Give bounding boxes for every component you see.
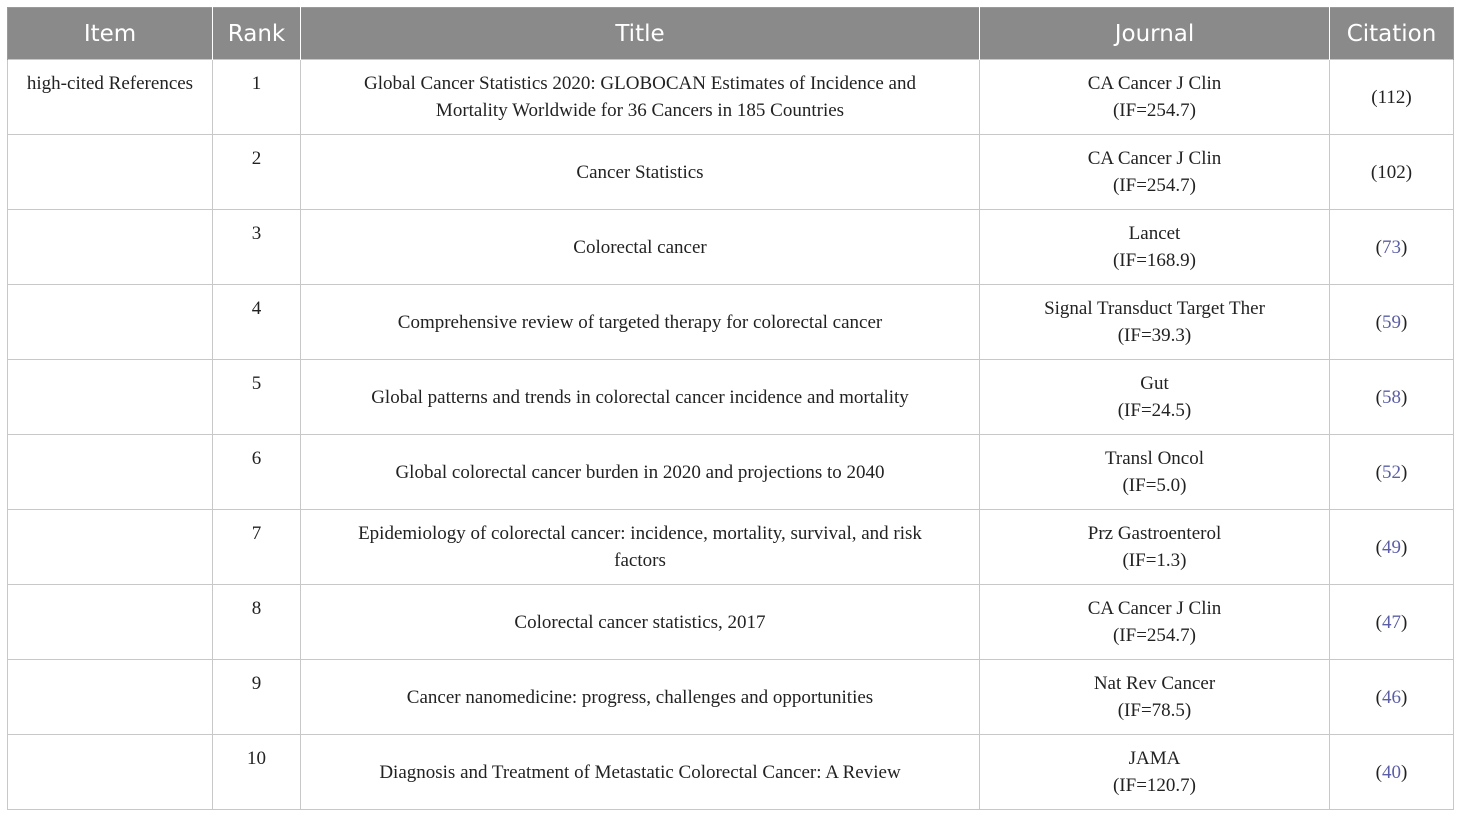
impact-factor: (IF=120.7) xyxy=(1112,775,1196,796)
journal-name: JAMA xyxy=(1128,748,1181,769)
cell-title: Colorectal cancer xyxy=(301,210,980,285)
impact-factor: (IF=1.3) xyxy=(1122,550,1187,571)
cell-item: high-cited References xyxy=(8,60,213,135)
cell-journal xyxy=(980,135,1330,210)
table-row xyxy=(8,435,1454,510)
cell-rank: 10 xyxy=(213,735,301,810)
cell-journal xyxy=(980,510,1330,585)
cell-title: Epidemiology of colorectal cancer: incidence, mortality, survival, and risk factors xyxy=(301,510,980,585)
impact-factor: (IF=5.0) xyxy=(1122,475,1187,496)
header-citation: Citation xyxy=(1330,8,1454,60)
cell-citation: (47) xyxy=(1330,585,1454,660)
cell-journal xyxy=(980,285,1330,360)
cell-rank: 1 xyxy=(213,60,301,135)
cell-title: Global patterns and trends in colorectal cancer incidence and mortality xyxy=(301,360,980,435)
cell-title: Comprehensive review of targeted therapy for colorectal cancer xyxy=(301,285,980,360)
cell-item xyxy=(8,510,213,585)
table-header xyxy=(8,8,1454,60)
citation-link[interactable]: 58 xyxy=(1382,386,1401,408)
table-row xyxy=(8,210,1454,285)
journal-name: CA Cancer J Clin xyxy=(1087,148,1222,169)
cell-item xyxy=(8,585,213,660)
cell-journal xyxy=(980,660,1330,735)
header-journal: Journal xyxy=(980,8,1330,60)
table-body xyxy=(8,60,1454,810)
journal-name: Nat Rev Cancer xyxy=(1093,673,1216,694)
cell-item xyxy=(8,735,213,810)
impact-factor: (IF=78.5) xyxy=(1117,700,1192,721)
journal-name: CA Cancer J Clin xyxy=(1087,73,1222,94)
header-rank: Rank xyxy=(213,8,301,60)
references-table xyxy=(7,7,1454,810)
journal-name: Lancet xyxy=(1128,223,1181,244)
cell-rank: 5 xyxy=(213,360,301,435)
cell-citation: (49) xyxy=(1330,510,1454,585)
impact-factor: (IF=168.9) xyxy=(1112,250,1196,271)
cell-citation: (46) xyxy=(1330,660,1454,735)
cell-journal xyxy=(980,360,1330,435)
cell-rank: 4 xyxy=(213,285,301,360)
citation-link[interactable]: 46 xyxy=(1382,686,1401,708)
header-row xyxy=(8,8,1454,60)
cell-item xyxy=(8,210,213,285)
cell-title: Global colorectal cancer burden in 2020 and projections to 2040 xyxy=(301,435,980,510)
cell-rank: 3 xyxy=(213,210,301,285)
cell-item xyxy=(8,435,213,510)
cell-journal xyxy=(980,435,1330,510)
cell-journal xyxy=(980,735,1330,810)
table-row xyxy=(8,60,1454,135)
journal-name: Gut xyxy=(1140,373,1169,394)
impact-factor: (IF=254.7) xyxy=(1112,100,1196,121)
cell-citation: (52) xyxy=(1330,435,1454,510)
cell-citation: (40) xyxy=(1330,735,1454,810)
table-row xyxy=(8,585,1454,660)
cell-item xyxy=(8,360,213,435)
cell-title: Colorectal cancer statistics, 2017 xyxy=(301,585,980,660)
cell-citation: (73) xyxy=(1330,210,1454,285)
cell-citation: (59) xyxy=(1330,285,1454,360)
journal-name: Transl Oncol xyxy=(1104,448,1205,469)
citation-link[interactable]: 40 xyxy=(1382,761,1401,783)
citation-link[interactable]: 73 xyxy=(1382,236,1401,258)
journal-name: Signal Transduct Target Ther xyxy=(1044,298,1265,319)
cell-rank: 2 xyxy=(213,135,301,210)
citation-count: 102 xyxy=(1377,161,1406,183)
cell-title: Diagnosis and Treatment of Metastatic Colorectal Cancer: A Review xyxy=(301,735,980,810)
table-row xyxy=(8,135,1454,210)
journal-name: CA Cancer J Clin xyxy=(1087,598,1222,619)
cell-title: Cancer Statistics xyxy=(301,135,980,210)
cell-journal xyxy=(980,585,1330,660)
cell-rank: 9 xyxy=(213,660,301,735)
journal-name: Prz Gastroenterol xyxy=(1087,523,1222,544)
table-row xyxy=(8,735,1454,810)
cell-citation: (58) xyxy=(1330,360,1454,435)
table-row xyxy=(8,660,1454,735)
cell-title: Cancer nanomedicine: progress, challenges and opportunities xyxy=(301,660,980,735)
cell-journal xyxy=(980,210,1330,285)
cell-rank: 6 xyxy=(213,435,301,510)
impact-factor: (IF=254.7) xyxy=(1112,625,1196,646)
citation-link[interactable]: 49 xyxy=(1382,536,1401,558)
cell-title: Global Cancer Statistics 2020: GLOBOCAN Estimates of Incidence and Mortality Worldwide for 36 Cancers in 185 Countries xyxy=(301,60,980,135)
impact-factor: (IF=24.5) xyxy=(1117,400,1192,421)
cell-citation: (112) xyxy=(1330,60,1454,135)
citation-link[interactable]: 59 xyxy=(1382,311,1401,333)
cell-journal xyxy=(980,60,1330,135)
cell-item xyxy=(8,285,213,360)
table-row xyxy=(8,360,1454,435)
citation-count: 112 xyxy=(1377,86,1406,108)
impact-factor: (IF=254.7) xyxy=(1112,175,1196,196)
cell-item xyxy=(8,660,213,735)
cell-rank: 8 xyxy=(213,585,301,660)
header-title: Title xyxy=(301,8,980,60)
cell-citation: (102) xyxy=(1330,135,1454,210)
table-row xyxy=(8,285,1454,360)
cell-item xyxy=(8,135,213,210)
impact-factor: (IF=39.3) xyxy=(1117,325,1192,346)
citation-link[interactable]: 47 xyxy=(1382,611,1401,633)
table-row xyxy=(8,510,1454,585)
header-item: Item xyxy=(8,8,213,60)
cell-rank: 7 xyxy=(213,510,301,585)
citation-link[interactable]: 52 xyxy=(1382,461,1401,483)
